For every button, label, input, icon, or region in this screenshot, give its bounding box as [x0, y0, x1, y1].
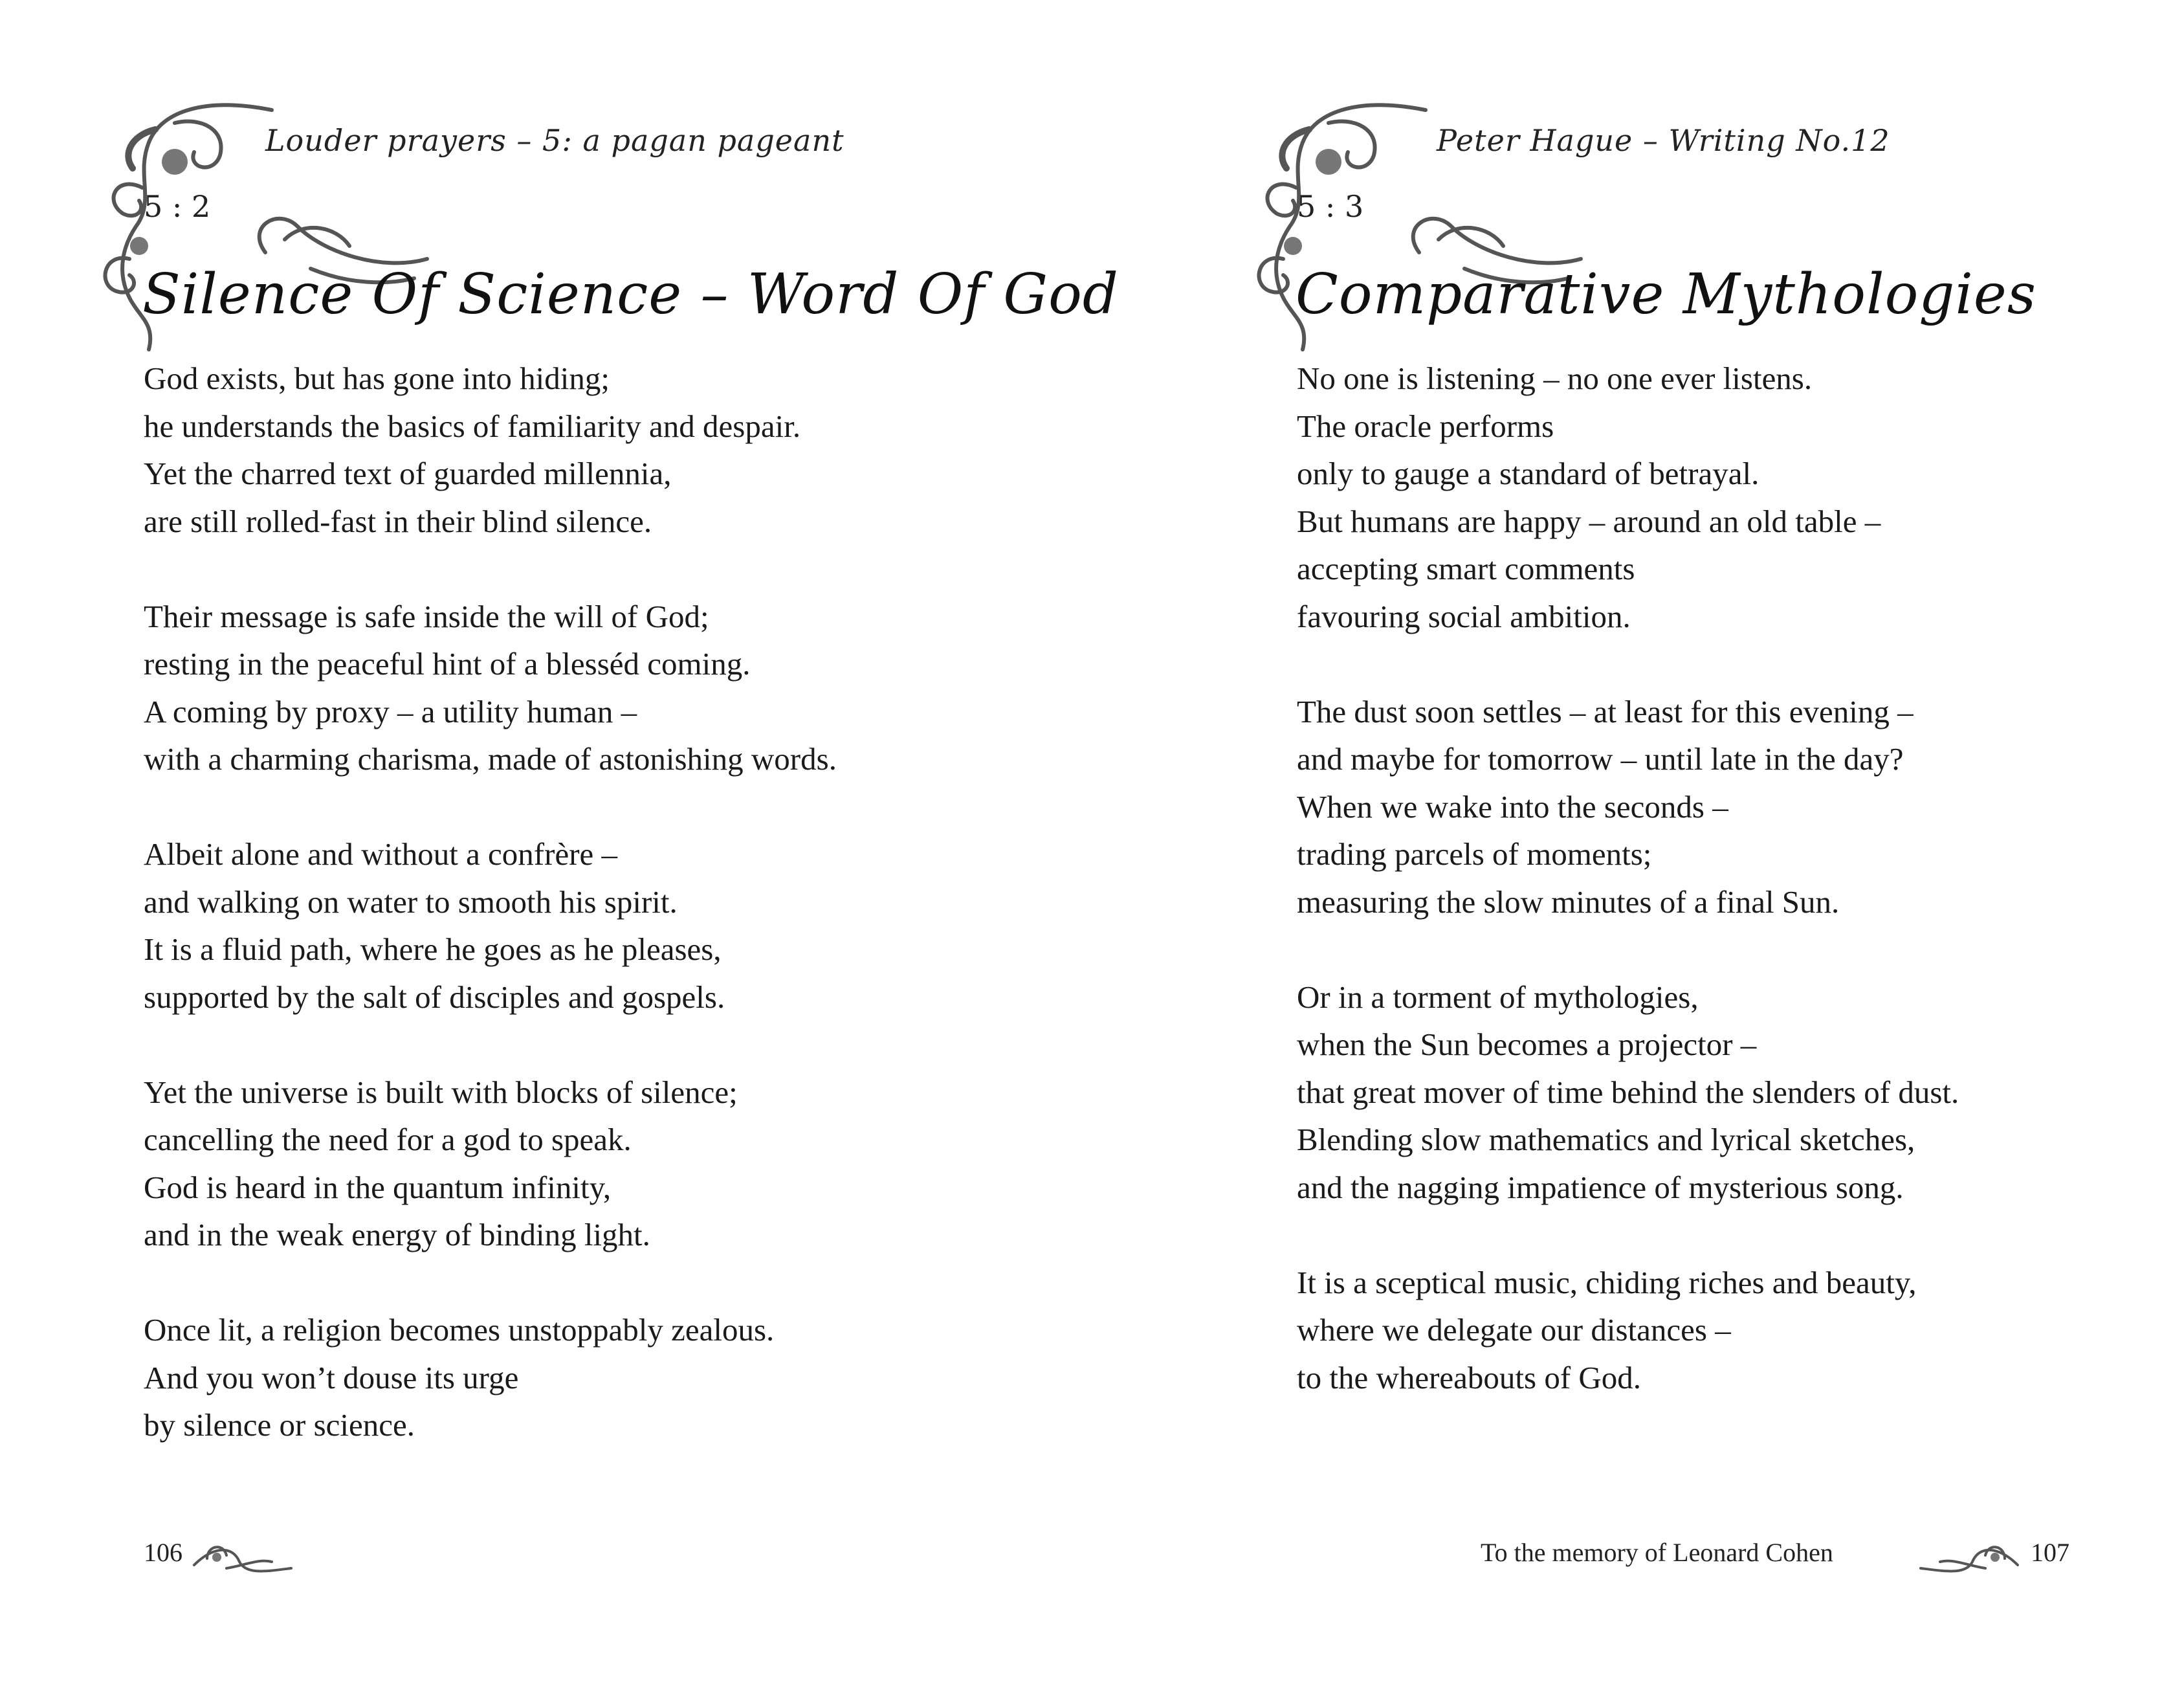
poem-line: The oracle performs — [1297, 408, 1554, 444]
poem-line: with a charming charisma, made of astonishing words. — [144, 741, 837, 777]
page-number: 107 — [2031, 1538, 2069, 1567]
poem-line: Once lit, a religion becomes unstoppably zealous. — [144, 1312, 775, 1348]
poem-line: cancelling the need for a god to speak. — [144, 1122, 632, 1157]
poem-line: Or in a torment of mythologies, — [1297, 979, 1699, 1015]
poem-line: Albeit alone and without a confrère – — [144, 836, 618, 872]
stanza-break — [144, 1021, 837, 1069]
poem-line: But humans are happy – around an old table – — [1297, 503, 1881, 539]
stanza-break — [144, 545, 837, 593]
poem-line: No one is listening – no one ever listens. — [1297, 361, 1813, 396]
running-head: Louder prayers – 5: a pagan pageant — [265, 123, 844, 158]
poem-line: and walking on water to smooth his spirit. — [144, 883, 678, 920]
poem-line: Yet the charred text of guarded millennia, — [144, 456, 672, 491]
section-number: 5 : 3 — [1297, 189, 1364, 224]
poem-line: where we delegate our distances – — [1297, 1312, 1731, 1348]
poem-line: It is a sceptical music, chiding riches and beauty, — [1297, 1264, 1917, 1300]
stanza-break — [144, 783, 837, 831]
poem-line: measuring the slow minutes of a final Sun. — [1297, 883, 1840, 920]
poem-line: Their message is safe inside the will of God; — [144, 598, 709, 634]
poem-line: are still rolled-fast in their blind silence. — [144, 503, 652, 539]
poem-line: Yet the universe is built with blocks of silence; — [144, 1074, 738, 1110]
stanza-break — [1297, 926, 1959, 973]
footer-flourish-icon — [188, 1533, 298, 1584]
right-page — [1092, 0, 2184, 1699]
stanza-break — [1297, 640, 1959, 688]
poem-line: And you won’t douse its urge — [144, 1359, 519, 1395]
stanza-break — [144, 1259, 837, 1307]
poem-line: when the Sun becomes a projector – — [1297, 1027, 1757, 1062]
poem-line: and the nagging impatience of mysterious song. — [1297, 1169, 1904, 1205]
poem-line: It is a fluid path, where he goes as he pleases, — [144, 931, 722, 967]
poem-line: Blending slow mathematics and lyrical sketches, — [1297, 1122, 1915, 1157]
footer-flourish-icon — [1914, 1533, 2024, 1584]
running-head: Peter Hague – Writing No.12 — [1437, 123, 1890, 158]
poem-line: and maybe for tomorrow – until late in the day? — [1297, 741, 1904, 777]
poem-line: accepting smart comments — [1297, 551, 1635, 586]
poem-line: resting in the peaceful hint of a blesséd coming. — [144, 646, 751, 682]
poem-line: he understands the basics of familiarity and despair. — [144, 408, 801, 444]
page-number: 106 — [144, 1538, 182, 1567]
poem-line: by silence or science. — [144, 1407, 415, 1443]
poem-line: The dust soon settles – at least for this evening – — [1297, 693, 1914, 729]
dedication-note: To the memory of Leonard Cohen — [1481, 1538, 1833, 1567]
section-number: 5 : 2 — [144, 189, 211, 224]
poem-line: only to gauge a standard of betrayal. — [1297, 456, 1759, 491]
poem-body — [144, 355, 837, 1449]
poem-title: Comparative Mythologies — [1296, 262, 2036, 327]
poem-line: A coming by proxy – a utility human – — [144, 693, 637, 729]
poem-line: When we wake into the seconds – — [1297, 788, 1728, 825]
poem-line: to the whereabouts of God. — [1297, 1359, 1642, 1395]
poem-body — [1297, 355, 1959, 1401]
poem-line: that great mover of time behind the slenders of dust. — [1297, 1074, 1959, 1110]
poem-line: and in the weak energy of binding light. — [144, 1217, 650, 1252]
poem-line: trading parcels of moments; — [1297, 836, 1652, 872]
poem-line: God is heard in the quantum infinity, — [144, 1169, 612, 1205]
poem-line: God exists, but has gone into hiding; — [144, 361, 610, 396]
poem-line: supported by the salt of disciples and gospels. — [144, 979, 725, 1015]
stanza-break — [1297, 1211, 1959, 1259]
poem-line: favouring social ambition. — [1297, 598, 1631, 634]
poem-title: Silence Of Science – Word Of God — [142, 262, 1119, 327]
